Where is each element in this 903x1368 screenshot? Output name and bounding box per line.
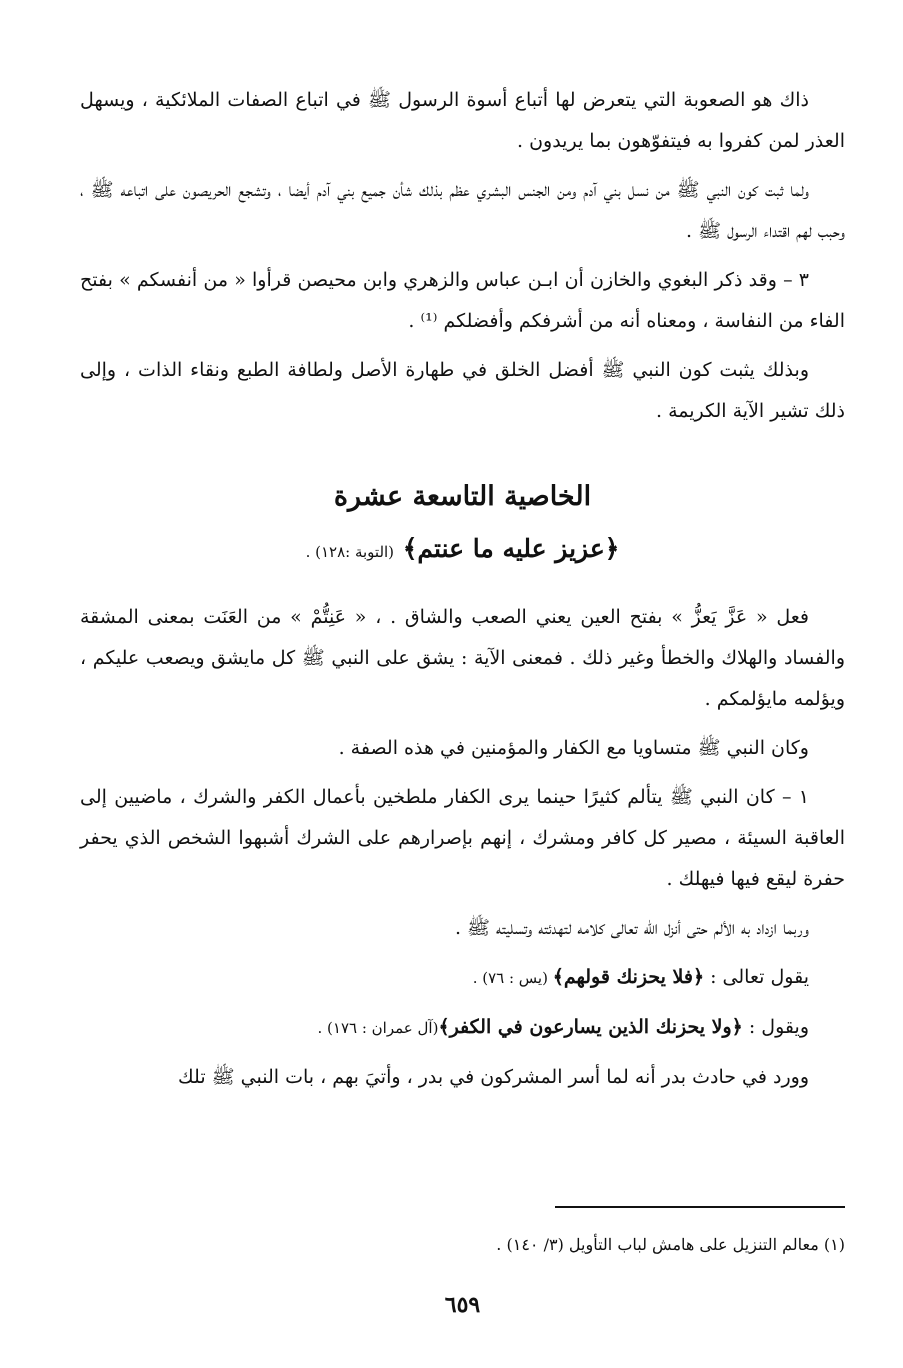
paragraph-badr-event: وورد في حادث بدر أنه لما أسر المشركون في بدر ، وأتيَ بهم ، بات النبي ﷺ تلك bbox=[178, 1066, 809, 1088]
quote-al-imran-verse: ﴿ولا يحزنك الذين يسارعون في الكفر﴾ bbox=[438, 1016, 743, 1038]
quote-yasin bbox=[80, 957, 845, 999]
quote-yasin-verse: ﴿فلا يحزنك قولهم﴾ bbox=[552, 966, 705, 988]
paragraph-best-of-creation: وبذلك يثبت كون النبي ﷺ أفضل الخلق في طهارة الأصل ولطافة الطبع ونقاء الذات ، وإلى ذلك تشير الآية الكريمة . bbox=[80, 359, 845, 422]
paragraph-divine-consolation: وربما ازداد به الألم حتى أنزل الله تعالى كلامه لتهدئته وتسليته ﷺ . bbox=[454, 917, 809, 939]
paragraph-equal-compassion: وكان النبي ﷺ متساويا مع الكفار والمؤمنين في هذه الصفة . bbox=[338, 737, 809, 759]
paragraph-prophet-human-lineage: ولما ثبت كون النبي ﷺ من نسل بني آدم ومن الجنس البشري عظم بذلك شأن جميع بني آدم أيضا ، وتشجع الحريصون على اتباعه ﷺ ، وحبب لهم اقتداء الرسول ﷺ . bbox=[80, 179, 845, 242]
paragraph-reading-anfasikum: ٣ – وقد ذكر البغوي والخازن أن ابـن عباس والزهري وابن محيصن قرأوا « من أنفسكم » بفتح الفاء من النفاسة ، ومعناه أنه من أشرفكم وأفضلكم ⁽¹⁾ . bbox=[80, 269, 845, 332]
quote-al-imran-reference: (آل عمران : ١٧٦) . bbox=[317, 1019, 439, 1037]
footnote-divider bbox=[555, 1206, 845, 1208]
section-verse: ﴿عزيز عليه ما عنتم﴾ bbox=[402, 534, 620, 563]
quote-yasin-reference: (يس : ٧٦) . bbox=[472, 969, 553, 987]
quote-yasin-lead: يقول تعالى : bbox=[704, 966, 809, 988]
section-verse-heading bbox=[80, 526, 845, 575]
quote-al-imran bbox=[80, 1007, 845, 1049]
book-page bbox=[80, 80, 845, 1368]
footnote: (١) معالم التنزيل على هامش لباب التأويل (٣/ ١٤٠) . bbox=[496, 1235, 845, 1254]
page-number: ٦٥٩ bbox=[444, 1292, 481, 1318]
section-verse-reference: (التوبة :١٢٨) . bbox=[305, 543, 395, 561]
paragraph-angelic-difficulty: ذاك هو الصعوبة التي يتعرض لها أتباع أسوة الرسول ﷺ في اتباع الصفات الملائكية ، ويسهل العذر لمن كفروا به فيتفوّهون بما يريدون . bbox=[80, 89, 845, 152]
paragraph-word-meaning: فعل « عَزَّ يَعزُّ » بفتح العين يعني الصعب والشاق . ، « عَنِتُّمْ » من العَنَت بمعنى المشقة والفساد والهلاك والخطأ وغير ذلك . فمعنى الآية : يشق على النبي ﷺ كل مايشق ويصعب عليكم ، ويؤلمه مايؤلمكم . bbox=[80, 606, 845, 710]
section-title: الخاصية التاسعة عشرة bbox=[333, 481, 592, 512]
quote-al-imran-lead: ويقول : bbox=[742, 1016, 809, 1038]
paragraph-grief-for-disbelievers: ١ – كان النبي ﷺ يتألم كثيرًا حينما يرى الكفار ملطخين بأعمال الكفر والشرك ، ماضيين إلى العاقبة السيئة ، مصير كل كافر ومشرك ، إنهم بإصرارهم على الشرك أشبهوا الشخص الذي يحفر حفرة ليقع فيها فيهلك . bbox=[80, 786, 845, 890]
